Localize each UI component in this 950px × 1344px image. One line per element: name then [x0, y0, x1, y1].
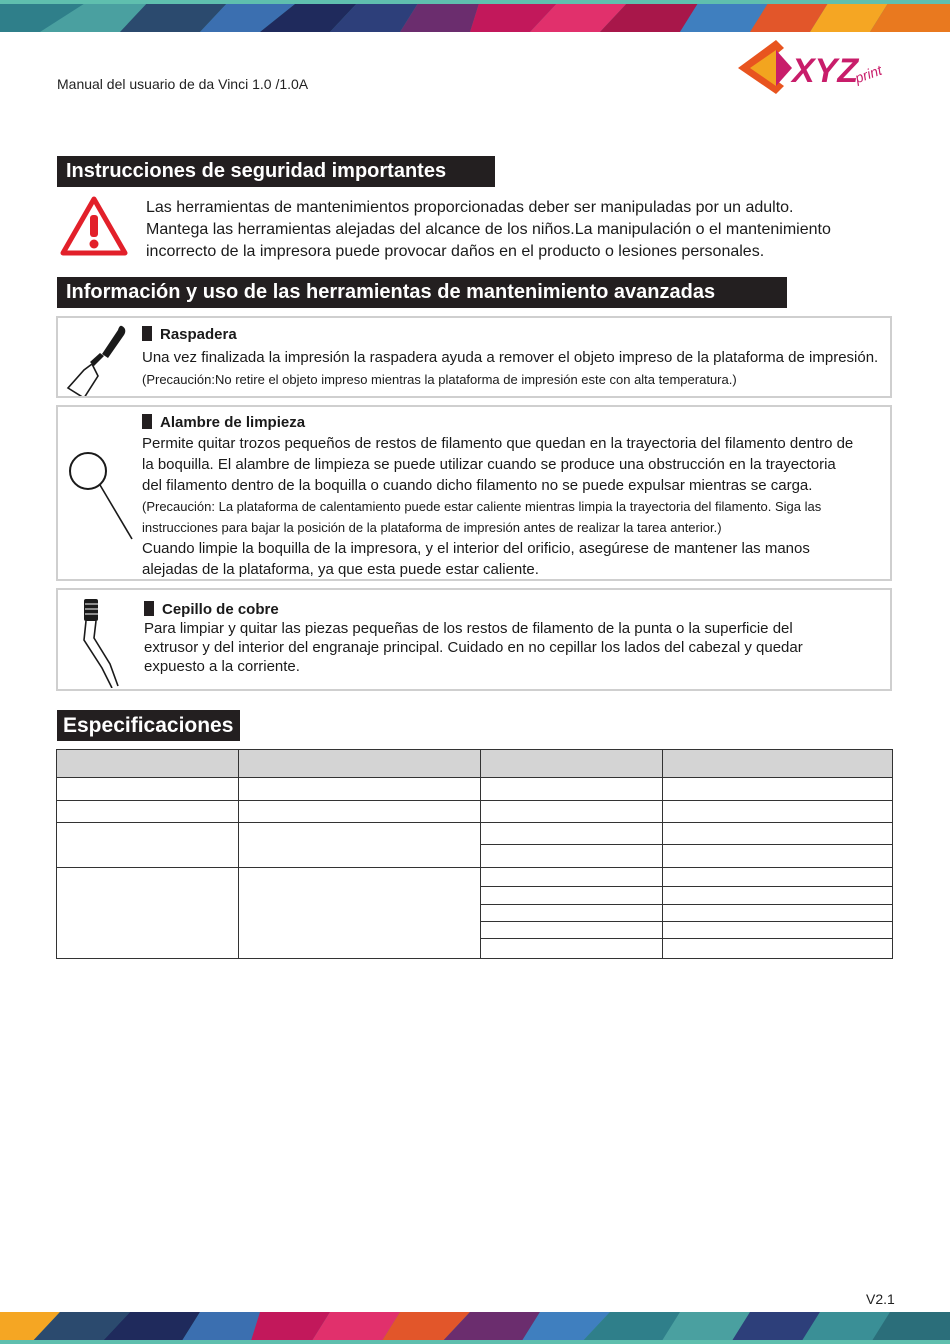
tools-section-title: Información y uso de las herramientas de mantenimiento avanzadas [57, 277, 787, 308]
scraper-note: (Precaución:No retire el objeto impreso mientras la plataforma de impresión este con alta temperatura.) [142, 372, 737, 387]
bullet-square-icon [142, 326, 152, 341]
spec-table-subrow-line [480, 844, 892, 845]
safety-line: Las herramientas de mantenimientos proporcionadas deber ser manipuladas por un adulto. [146, 199, 794, 216]
spec-table-row-line [57, 822, 892, 823]
spec-table-row-line [57, 800, 892, 801]
spec-table [56, 749, 893, 959]
spec-table-divider [480, 750, 481, 958]
spec-table-divider [662, 750, 663, 958]
version-label: V2.1 [866, 1291, 895, 1307]
spec-table-row-line [57, 867, 892, 868]
manual-title: Manual del usuario de da Vinci 1.0 /1.0A [57, 76, 309, 92]
spec-table-subrow-line [480, 904, 892, 905]
scraper-card [56, 316, 892, 398]
copper-brush-name-label: Cepillo de cobre [162, 601, 279, 618]
copper-brush-name [144, 601, 279, 619]
cleaning-wire-line: alejadas de la plataforma, ya que esta puede estar caliente. [142, 561, 539, 578]
svg-text:print: print [852, 61, 884, 87]
spec-table-divider [238, 750, 239, 958]
copper-brush-icon [72, 596, 122, 688]
cleaning-wire-line: Cuando limpie la boquilla de la impresora, y el interior del orificio, asegúrese de mantener las manos [142, 540, 810, 557]
spec-table-header [57, 750, 892, 778]
safety-line: Mantega las herramientas alejadas del alcance de los niños.La manipulación o el mantenimiento [146, 221, 831, 238]
svg-text:XYZ: XYZ [792, 52, 859, 90]
bottom-decorative-band [0, 1312, 950, 1344]
safety-text [146, 197, 906, 263]
cleaning-wire-name-label: Alambre de limpieza [160, 414, 306, 431]
cleaning-wire-line: Permite quitar trozos pequeños de restos de filamento que quedan en la trayectoria del filamento dentro de [142, 435, 854, 452]
safety-line: incorrecto de la impresora puede provocar daños en el producto o lesiones personales. [146, 243, 765, 260]
copper-brush-line: Para limpiar y quitar las piezas pequeñas de los restos de filamento de la punta o la superficie del [144, 620, 793, 637]
copper-brush-card [56, 588, 892, 691]
cleaning-wire-description [142, 433, 892, 580]
bullet-square-icon [144, 601, 154, 616]
specs-section-title: Especificaciones [57, 710, 240, 741]
cleaning-wire-line: del filamento dentro de la boquilla o cuando dicho filamento no se puede expulsar mientras se carga. [142, 477, 813, 494]
scraper-name [142, 326, 237, 344]
spec-table-subrow-line [480, 921, 892, 922]
spec-table-subrow-line [480, 886, 892, 887]
copper-brush-line: expuesto a la corriente. [144, 658, 300, 675]
scraper-name-label: Raspadera [160, 326, 237, 343]
bullet-square-icon [142, 414, 152, 429]
cleaning-wire-line: la boquilla. El alambre de limpieza se puede utilizar cuando se produce una obstrucción en la trayectoria [142, 456, 836, 473]
warning-triangle-icon [60, 195, 128, 257]
safety-section-title: Instrucciones de seguridad importantes [57, 156, 495, 187]
spec-table-subrow-line [480, 938, 892, 939]
scraper-icon [64, 322, 128, 396]
cleaning-wire-name [142, 414, 305, 432]
cleaning-wire-icon [66, 449, 136, 541]
cleaning-wire-card [56, 405, 892, 581]
xyz-printing-logo-icon [736, 38, 896, 94]
cleaning-wire-note: instrucciones para bajar la posición de la plataforma de impresión antes de realizar la tarea anterior.) [142, 520, 722, 535]
top-decorative-band [0, 0, 950, 32]
scraper-line: Una vez finalizada la impresión la raspadera ayuda a remover el objeto impreso de la plataforma de impresión. [142, 349, 879, 366]
copper-brush-description [144, 619, 889, 676]
cleaning-wire-note: (Precaución: La plataforma de calentamiento puede estar caliente mientras limpia la trayectoria del filamento. Siga las [142, 499, 822, 514]
copper-brush-line: extrusor y del interior del engranaje principal. Cuidado en no cepillar los lados del cabezal y quedar [144, 639, 803, 656]
scraper-description [142, 347, 892, 390]
